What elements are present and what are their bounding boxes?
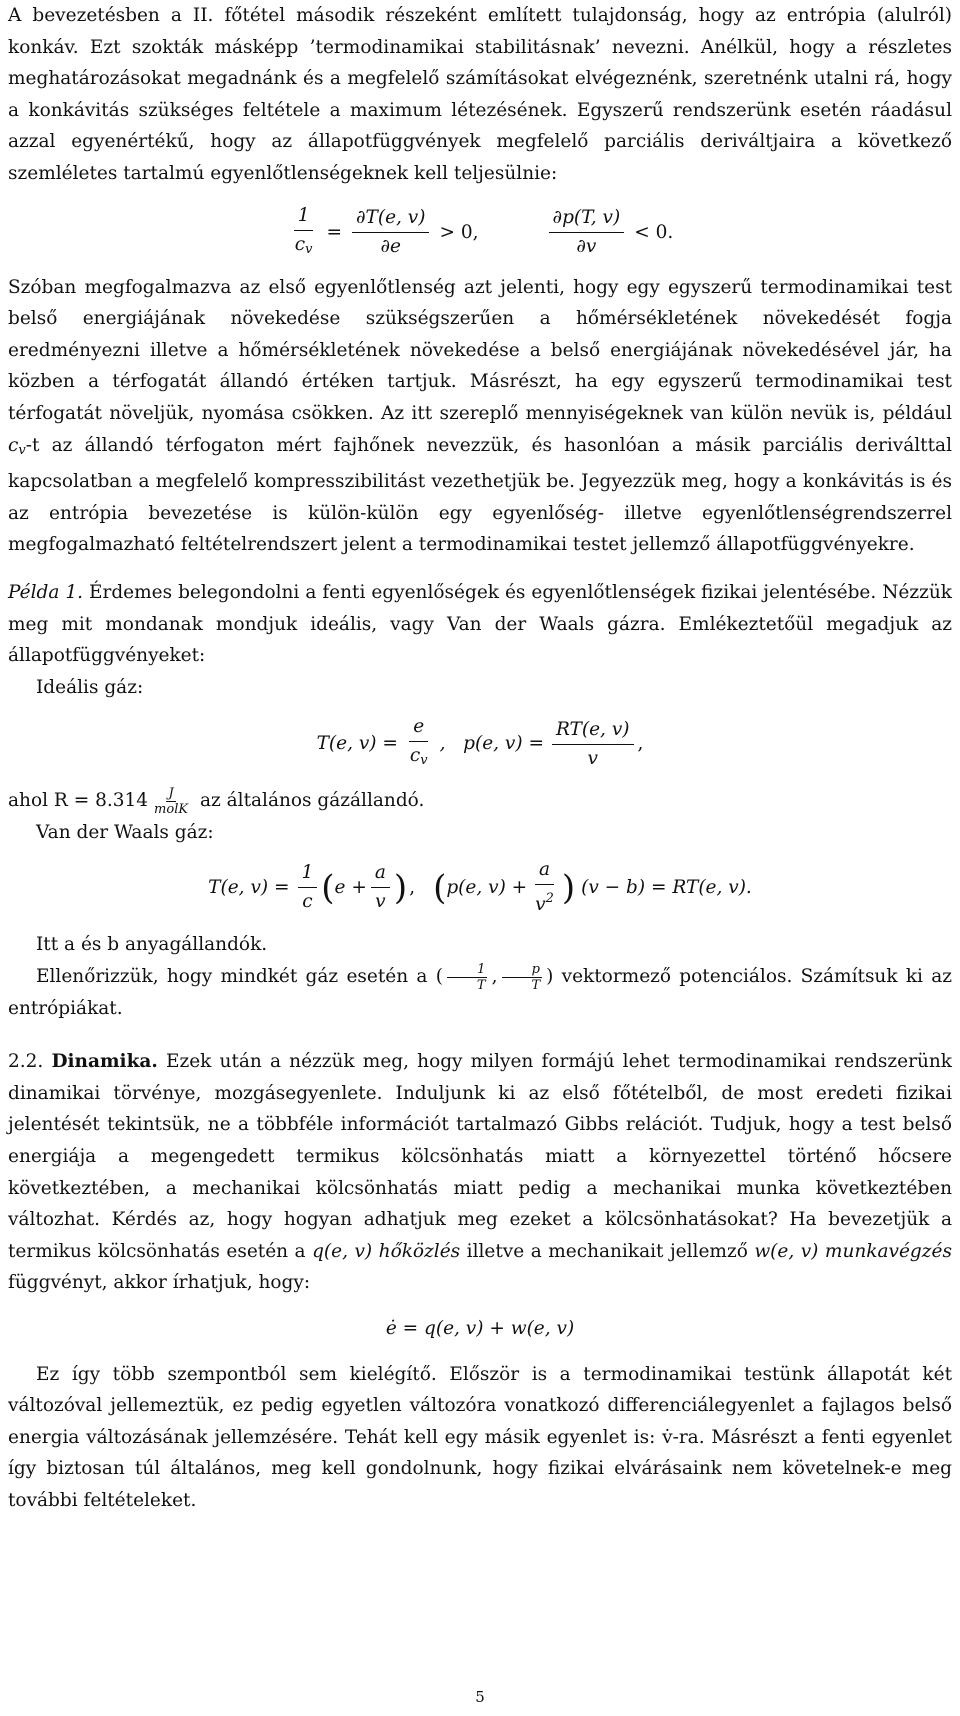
example-paragraph: Példa 1. Érdemes belegondolni a fenti egyenlőségek és egyenlőtlenségek fizikai jelentésébe. Nézzük meg mit mondanak mondjuk ideális, vagy Van der Waals gázra. Emlékeztetőül megadjuk az állapotfüggvényeket: xyxy=(8,581,952,667)
ideal-T-fraction: $\frac{e}{c_v}$ xyxy=(406,713,432,775)
gas-constant-unit: $\frac{J}{\text{molK}}$ xyxy=(154,785,189,817)
gas-constant-line: ahol R = 8.314 $\frac{J}{\text{molK}}$ az általános gázállandó. xyxy=(8,785,425,817)
eq1-relation-2: < 0. xyxy=(634,221,674,243)
equation-stability xyxy=(8,202,952,264)
eq1-derivative-p: $\frac{\partial p(T, v)}{\partial v}$ xyxy=(549,204,625,261)
equation-dynamics: ė = q(e, v) + w(e, v) xyxy=(385,1318,575,1339)
paragraph-explanation: Szóban megfogalmazva az első egyenlőtlenség azt jelenti, hogy egy egyszerű termodinamikai test belső energiájának növekedése szükségszerűen a hőmérsékletének növekedését fogja eredményezni illetve a hőmérsékletének növekedése a belső energiájának növekedésével jár, ha közben a térfogatát állandó értéken tartjuk. Másrészt, ha egy egyszerű termodinamikai test térfogatát növeljük, nyomása csökken. Az itt szereplő mennyiségeknek van külön nevük is, például $c_v-t$ az állandó térfogaton mért fajhőnek nevezzük, és hasonlóan a másik parciális deriválttal kapcsolatban a megfelelő kompresszibilitást vezethetjük be. Jegyezzük meg, hogy a konkávitás is és az entrópia bevezetése is külön-külön egy egyenlőség- illetve egyenlőtlenségrendszerrel megfogalmazható feltételrendszert jelent a termodinamikai testet jellemző állapotfüggvényekre. xyxy=(8,276,952,556)
section-dynamics: 2.2. Dinamika. Ezek után a nézzük meg, hogy milyen formájú lehet termodinamikai rendszerünk dinamikai törvénye, mozgásegyenlete. Induljunk ki az első főtételből, de most eredeti fizikai jelentését tekintsük, ne a többféle információt tartalmazó Gibbs relációt. Tudjuk, hogy a test belső energiája a megengedett termikus kölcsönhatás miatt a környezettel történő hőcsere következtében, a mechanikai kölcsönhatás miatt pedig a mechanikai munka következtében változhat. Kérdés az, hogy hogyan adhatjuk meg ezeket a kölcsönhatásokat? Ha bevezetjük a termikus kölcsönhatás esetén a q(e, v) hőközlés illetve a mechanikait jellemző w(e, v) munkavégzés függvényt, akkor írhatjuk, hogy: xyxy=(8,1051,952,1294)
eq1-relation-1: > 0, xyxy=(439,221,479,243)
ideal-gas-label: Ideális gáz: xyxy=(36,676,144,698)
constants-note: Itt a és b anyagállandók. xyxy=(36,934,268,956)
exercise-text: Ellenőrizzük, hogy mindkét gáz esetén a ( $\frac{1}{T}$ , $\frac{p}{T}$ ) vektormező potenciálos. Számítsuk ki az entrópiákat. xyxy=(8,961,952,1019)
eq1-lhs-fraction: $\frac{1}{c_v}$ xyxy=(291,202,317,264)
paragraph-dynamics-critique: Ez így több szempontból sem kielégítő. Először is a termodinamikai testünk állapotát két változóval jellemeztük, ez pedig egyetlen változóra vonatkozó differenciálegyenlet a fajlagos belső energia változásának jellemzésére. Tehát kell egy másik egyenlet is: v̇-ra. Másrészt a fenti egyenlet így biztosan túl általános, meg kell gondolnunk, hogy fizikai elvárásaink nem követelnek-e meg további feltételeket. xyxy=(8,1363,952,1511)
equation-ideal-gas: T(e, v) = $\frac{e}{c_v}$ , p(e, v) = $\frac{RT(e, v)}{v}$ , xyxy=(8,713,952,775)
equation-vdw-gas: T(e, v) = $\frac{1}{c}$ ( e + $\frac{a}{v}$ ) , ( p(e, v) + $\frac{a}{v^2}$ ) (v − b) = RT(e, v). xyxy=(8,856,952,919)
section-number: 2.2. xyxy=(8,1051,44,1073)
eq1-derivative-T: $\frac{\partial T(e, v)}{\partial e}$ xyxy=(352,204,430,261)
page xyxy=(8,0,952,1716)
paragraph-intro: A bevezetésben a II. főtétel második részeként említett tulajdonság, hogy az entrópia (alulról) konkáv. Ezt szokták másképp ’termodinamikai stabilitásnak’ nevezni. Anélkül, hogy a részletes meghatározásokat megadnánk és a megfelelő számításokat elvégeznénk, szeretnénk utalni rá, hogy a konkávitás szükséges feltétele a maximum létezésének. Egyszerű rendszerünk esetén ráadásul azzal egyenértékű, hogy az állapotfüggvények megfelelő parciális deriváltjaira a következő szemléletes tartalmú egyenlőtlenségeknek kell teljesülnie: xyxy=(8,5,952,184)
page-number: 5 xyxy=(475,1688,485,1706)
ideal-p-fraction: $\frac{RT(e, v)}{v}$ xyxy=(552,716,634,773)
cv-symbol: $c_v$ xyxy=(8,434,26,458)
vdw-gas-label: Van der Waals gáz: xyxy=(36,821,214,843)
eq1-equals: = xyxy=(326,221,342,243)
section-title: Dinamika. xyxy=(51,1051,158,1073)
example-label: Példa 1. xyxy=(8,581,83,603)
